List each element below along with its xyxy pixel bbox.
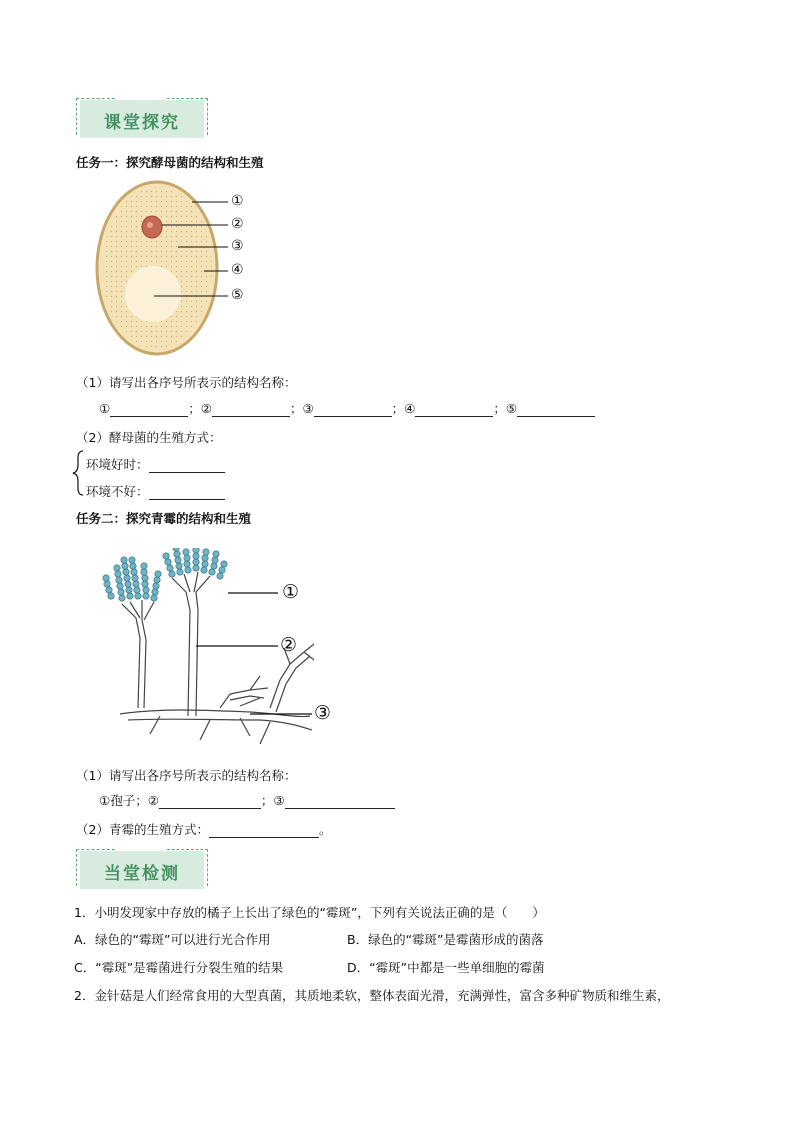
answer-label-spore: ①孢子；② (99, 793, 159, 808)
option-b[interactable]: B．绿色的“霉斑”是霉菌形成的菌落 (347, 932, 544, 947)
answer-label-3: ；③ (260, 793, 285, 808)
task1-answer-row (99, 399, 595, 417)
answer-blank-3[interactable] (314, 404, 392, 417)
yeast-label-2: ② (231, 216, 244, 232)
section-title: 课堂探究 (104, 113, 180, 133)
penicillium-label-2: ② (280, 634, 298, 656)
answer-label-2: ；② (188, 401, 212, 416)
bad-env-blank[interactable] (149, 487, 225, 500)
question-2: 2．金针菇是人们经常食用的大型真菌，其质地柔软，整体表面光滑，充满弹性，富含多种矿物质和维生素， (74, 988, 670, 1003)
task1-question-2: （2）酵母菌的生殖方式： (76, 430, 222, 445)
task1-heading: 任务一：探究酵母菌的结构和生殖 (76, 155, 264, 170)
bad-environment-row (86, 482, 225, 500)
answer-label-4: ；④ (391, 401, 416, 416)
section-title: 当堂检测 (104, 864, 180, 884)
task2-answer-row (99, 791, 395, 809)
vacuole (125, 266, 181, 322)
penicillium-diagram (100, 548, 350, 758)
yeast-label-5: ⑤ (231, 287, 244, 303)
answer-blank-3[interactable] (285, 796, 395, 809)
answer-label-1: ① (99, 401, 111, 416)
bad-env-label: 环境不好： (86, 484, 149, 499)
task2-heading: 任务二：探究青霉的结构和生殖 (76, 511, 252, 526)
answer-blank-5[interactable] (517, 404, 595, 417)
section-banner-class-inquiry (80, 100, 204, 138)
task2-question-2-row (76, 820, 331, 838)
task2-question-1: （1）请写出各序号所表示的结构名称： (76, 768, 297, 783)
penicillium-label-3: ③ (314, 702, 332, 724)
reproduction-blank[interactable] (209, 825, 319, 838)
task1-question-1: （1）请写出各序号所表示的结构名称： (76, 375, 297, 390)
penicillium-label-1: ① (282, 581, 300, 603)
option-d[interactable]: D．“霉斑”中都是一些单细胞的霉菌 (347, 960, 545, 975)
curly-brace-icon (72, 450, 86, 496)
question-1: 1．小明发现家中存放的橘子上长出了绿色的“霉斑”，下列有关说法正确的是（ ） (74, 905, 545, 920)
section-banner-class-test (80, 851, 204, 889)
good-env-blank[interactable] (149, 460, 225, 473)
good-env-label: 环境好时： (86, 457, 149, 472)
option-a[interactable]: A．绿色的“霉斑”可以进行光合作用 (74, 932, 271, 947)
answer-label-3: ；③ (289, 401, 314, 416)
good-environment-row (86, 455, 225, 473)
answer-blank-2[interactable] (212, 404, 290, 417)
option-c[interactable]: C．“霉斑”是霉菌进行分裂生殖的结果 (74, 960, 284, 975)
yeast-label-3: ③ (231, 238, 244, 254)
yeast-label-1: ① (231, 193, 244, 209)
task2-question-2: （2）青霉的生殖方式： (76, 822, 209, 837)
answer-label-5: ；⑤ (493, 401, 518, 416)
answer-blank-4[interactable] (415, 404, 493, 417)
yeast-label-4: ④ (231, 262, 244, 278)
sentence-end: 。 (318, 822, 332, 837)
answer-blank-1[interactable] (110, 404, 188, 417)
answer-blank-2[interactable] (159, 796, 261, 809)
